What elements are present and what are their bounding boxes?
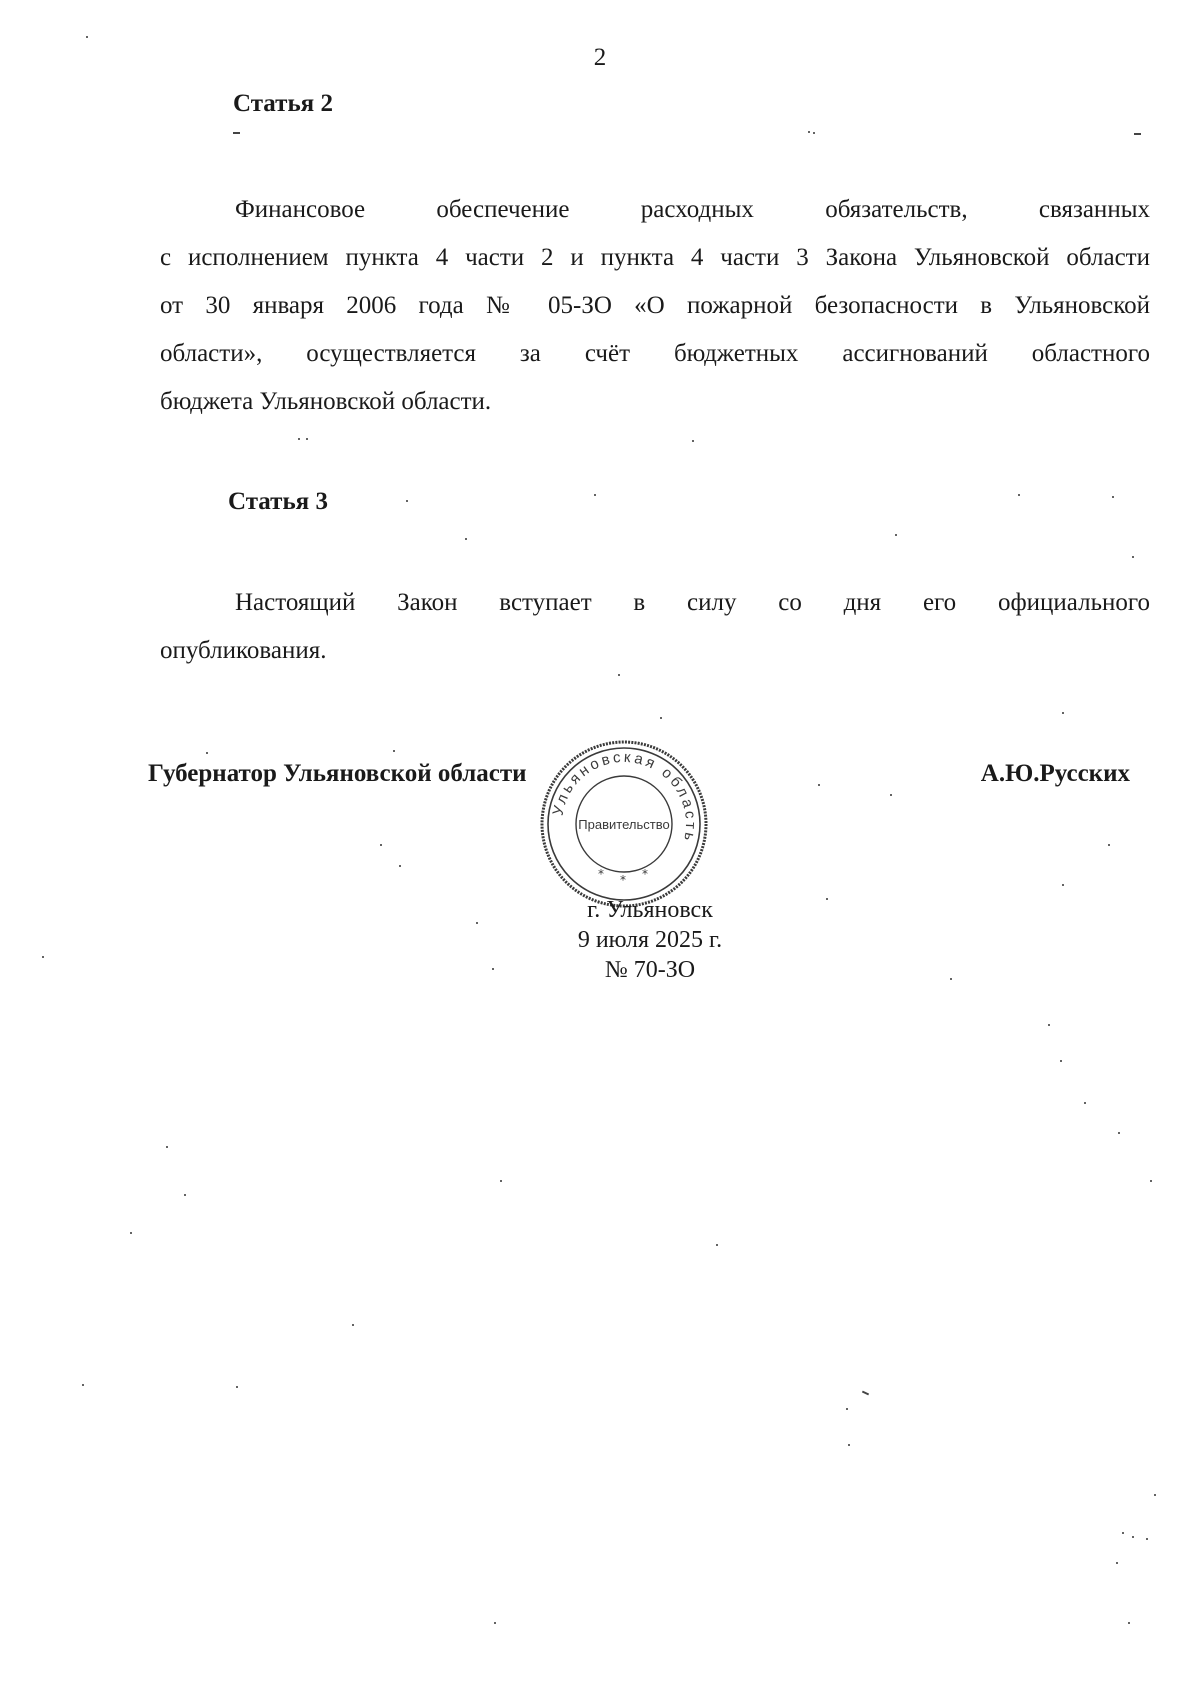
governor-name: А.Ю.Русских xyxy=(980,760,1130,787)
seal-center-text: Правительство xyxy=(578,817,670,832)
paragraph-line: от 30 января 2006 года № 05-ЗО «О пожарной безопасности в Ульяновской xyxy=(160,292,1150,319)
paragraph-line: Финансовое обеспечение расходных обязательств, связанных xyxy=(235,196,1150,223)
article-3-heading: Статья 3 xyxy=(228,488,328,515)
paragraph-line: с исполнением пункта 4 части 2 и пункта 4 части 3 Закона Ульяновской области xyxy=(160,244,1150,271)
paragraph-line: опубликования. xyxy=(160,637,327,664)
seal-outer-text: Ульяновская область xyxy=(549,748,700,846)
article-3-paragraph xyxy=(160,579,1150,675)
place-date-number xyxy=(500,895,800,985)
city: г. Ульяновск xyxy=(587,897,713,923)
paragraph-line: бюджета Ульяновской области. xyxy=(160,388,492,415)
official-seal-stamp xyxy=(538,738,710,910)
svg-text:*: * xyxy=(642,867,648,881)
law-number: № 70-ЗО xyxy=(604,957,696,983)
law-date: 9 июля 2025 г. xyxy=(577,927,723,953)
paragraph-line: Настоящий Закон вступает в силу со дня его официального xyxy=(235,589,1150,616)
svg-text:*: * xyxy=(620,873,626,887)
paragraph-line: области», осуществляется за счёт бюджетных ассигнований областного xyxy=(160,340,1150,367)
page-number: 2 xyxy=(593,44,607,71)
governor-title: Губернатор Ульяновской области xyxy=(148,760,527,787)
svg-text:*: * xyxy=(598,867,604,881)
article-2-heading: Статья 2 xyxy=(233,90,333,117)
article-2-paragraph xyxy=(160,186,1150,426)
